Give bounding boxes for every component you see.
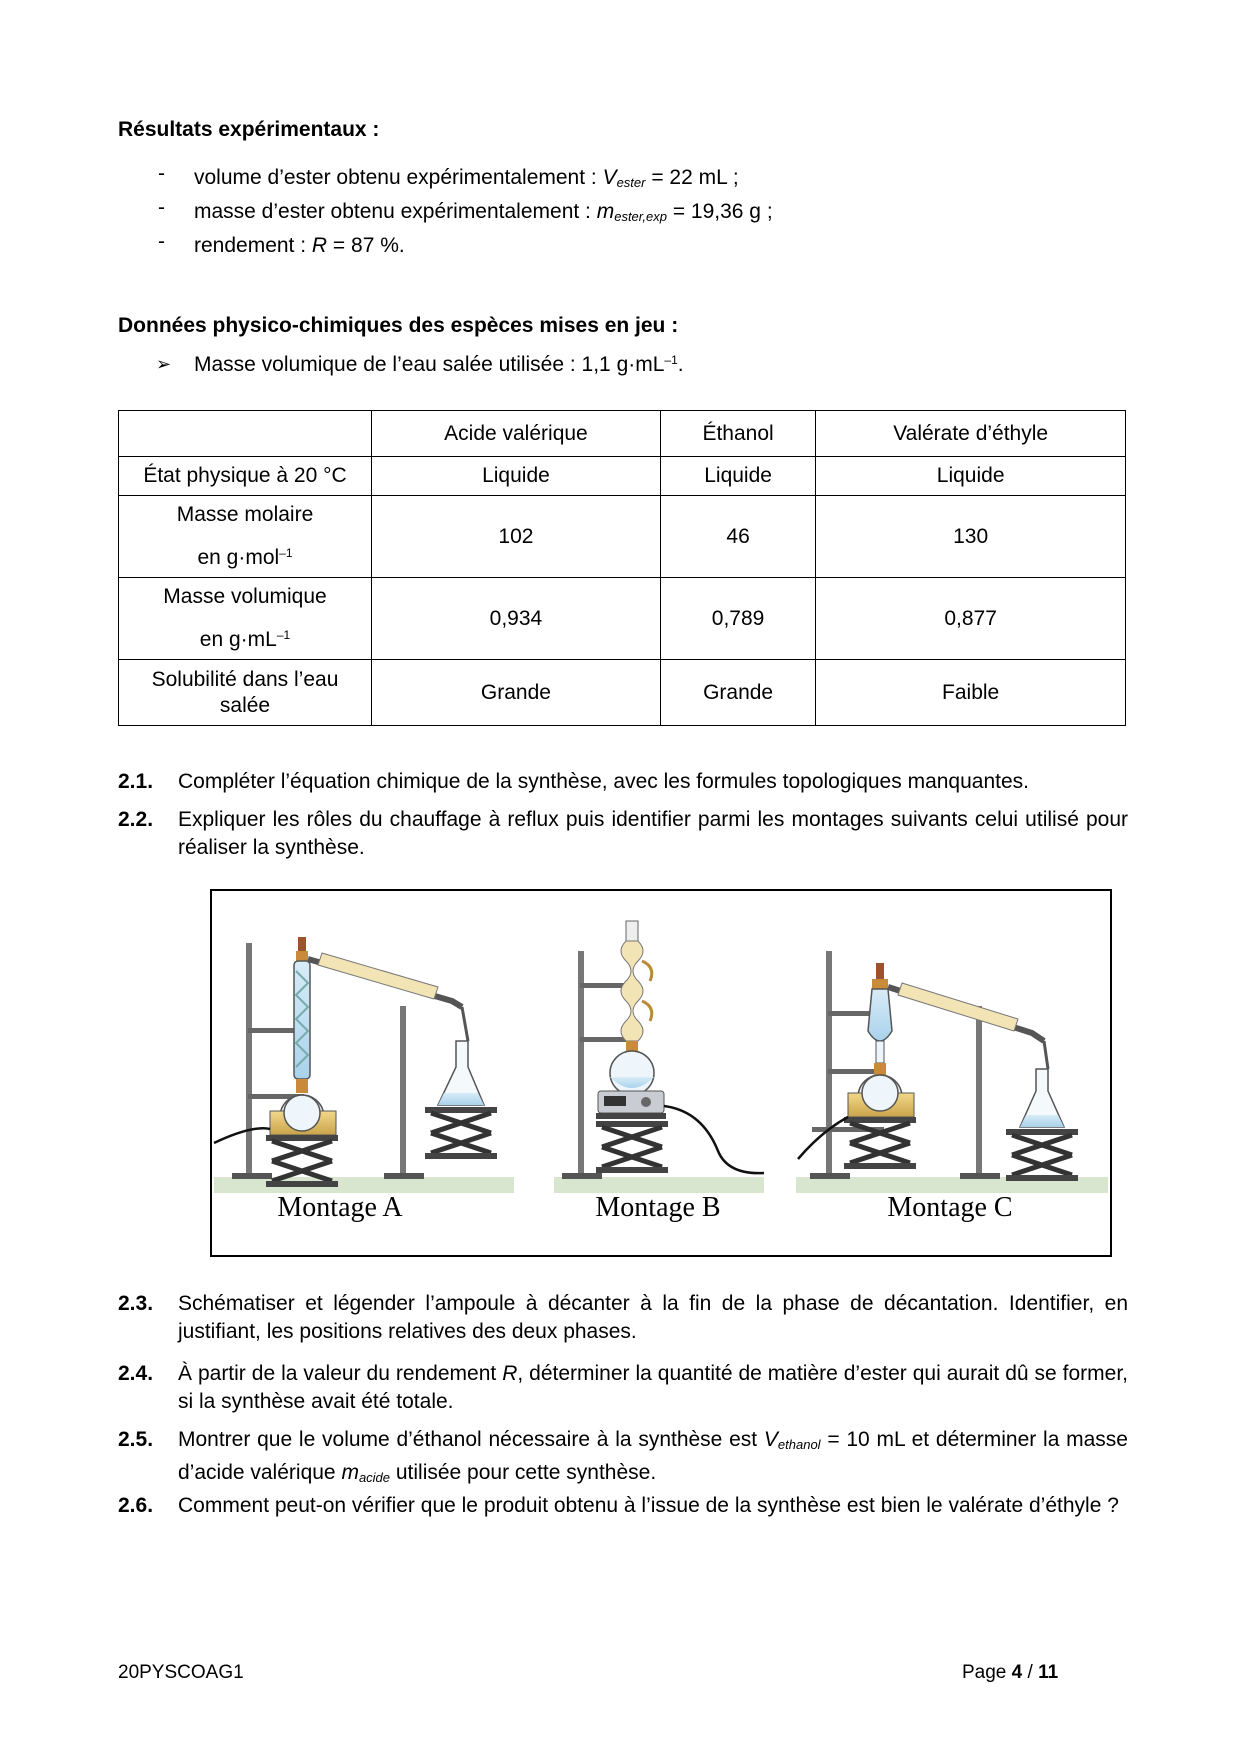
row-label: Masse volumique en $g\cdot mL^{-1}$ bbox=[119, 578, 372, 660]
apparatus-figure bbox=[210, 889, 1112, 1257]
list-dash: - bbox=[158, 162, 165, 185]
question-number: 2.3. bbox=[118, 1292, 154, 1315]
question-2-3 bbox=[118, 1290, 1128, 1346]
table-header-cell: Valérate d’éthyle bbox=[816, 411, 1126, 457]
table-cell: Grande bbox=[660, 660, 815, 726]
montage-c-drawing bbox=[798, 951, 1078, 1181]
list-item-volume: volume d’ester obtenu expérimentalement : $V_{ester} = 22$ mL ; bbox=[194, 166, 739, 190]
question-number: 2.1. bbox=[118, 770, 154, 793]
physico-chemical-table bbox=[118, 410, 1126, 726]
question-number: 2.4. bbox=[118, 1362, 154, 1385]
question-2-1 bbox=[118, 768, 1128, 796]
table-header-cell: Éthanol bbox=[660, 411, 815, 457]
question-number: 2.2. bbox=[118, 808, 154, 831]
table-cell: Liquide bbox=[660, 457, 815, 496]
question-text: Montrer que le volume d’éthanol nécessaire à la synthèse est $V_{ethanol} = 10$ mL et déterminer la masse d’acide valérique $m_{acide}$ utilisée pour cette synthèse. bbox=[178, 1428, 1128, 1485]
table-cell: 0,789 bbox=[660, 578, 815, 660]
bench-b bbox=[554, 1177, 764, 1193]
document-code: 20PYSCOAG1 bbox=[118, 1662, 244, 1683]
data-heading: Données physico-chimiques des espèces mises en jeu : bbox=[118, 314, 679, 337]
montage-b-drawing bbox=[562, 921, 764, 1179]
list-dash: - bbox=[158, 230, 165, 253]
table-row bbox=[119, 457, 1126, 496]
question-2-6 bbox=[118, 1492, 1128, 1520]
table-header-row bbox=[119, 411, 1126, 457]
results-heading: Résultats expérimentaux : bbox=[118, 118, 380, 141]
bench-a bbox=[214, 1177, 514, 1193]
table-cell: Grande bbox=[372, 660, 661, 726]
row-label: Solubilité dans l’eau salée bbox=[119, 660, 372, 726]
page-number: Page 4 / 11 bbox=[962, 1662, 1059, 1683]
row-label: État physique à 20 °C bbox=[119, 457, 372, 496]
table-cell: 0,877 bbox=[816, 578, 1126, 660]
list-item-mass: masse d’ester obtenu expérimentalement : $m_{ester,exp} = 19,36$ g ; bbox=[194, 200, 773, 224]
row-label: Masse molaire en g·mol$^{-1}$ bbox=[119, 496, 372, 578]
table-header-cell: Acide valérique bbox=[372, 411, 661, 457]
list-item-yield: rendement : R = 87 %. bbox=[194, 234, 405, 257]
question-text: Compléter l’équation chimique de la synthèse, avec les formules topologiques manquantes. bbox=[178, 770, 1029, 793]
table-cell: Faible bbox=[816, 660, 1126, 726]
label-montage-c: Montage C bbox=[887, 1192, 1013, 1223]
table-row bbox=[119, 660, 1126, 726]
question-2-5 bbox=[118, 1426, 1128, 1492]
table-cell: 46 bbox=[660, 496, 815, 578]
list-dash: - bbox=[158, 196, 165, 219]
density-note: Masse volumique de l’eau salée utilisée : 1,1 $g\cdot mL^{-1}$. bbox=[194, 353, 684, 376]
label-montage-b: Montage B bbox=[595, 1192, 721, 1223]
question-2-4 bbox=[118, 1360, 1128, 1416]
question-number: 2.6. bbox=[118, 1494, 154, 1517]
question-2-2 bbox=[118, 806, 1128, 862]
arrow-bullet-icon: ➢ bbox=[156, 354, 172, 374]
question-text: Comment peut-on vérifier que le produit obtenu à l’issue de la synthèse est bien le valérate d’éthyle ? bbox=[178, 1494, 1119, 1517]
table-cell: 102 bbox=[372, 496, 661, 578]
label-montage-a: Montage A bbox=[277, 1192, 403, 1223]
table-corner-cell bbox=[119, 411, 372, 457]
table-cell: 130 bbox=[816, 496, 1126, 578]
question-text: Schématiser et légender l’ampoule à décanter à la fin de la phase de décantation. Identifier, en justifiant, les positions relatives des deux phases. bbox=[178, 1292, 1128, 1343]
montage-a-drawing bbox=[214, 937, 497, 1187]
table-cell: Liquide bbox=[372, 457, 661, 496]
table-row bbox=[119, 496, 1126, 578]
table-cell: 0,934 bbox=[372, 578, 661, 660]
apparatus-illustration bbox=[212, 891, 1110, 1255]
table-row bbox=[119, 578, 1126, 660]
question-text: Expliquer les rôles du chauffage à reflux puis identifier parmi les montages suivants celui utilisé pour réaliser la synthèse. bbox=[178, 808, 1128, 859]
question-text: À partir de la valeur du rendement R, déterminer la quantité de matière d’ester qui aurait dû se former, si la synthèse avait été totale. bbox=[178, 1362, 1128, 1413]
table-cell: Liquide bbox=[816, 457, 1126, 496]
question-number: 2.5. bbox=[118, 1428, 154, 1451]
